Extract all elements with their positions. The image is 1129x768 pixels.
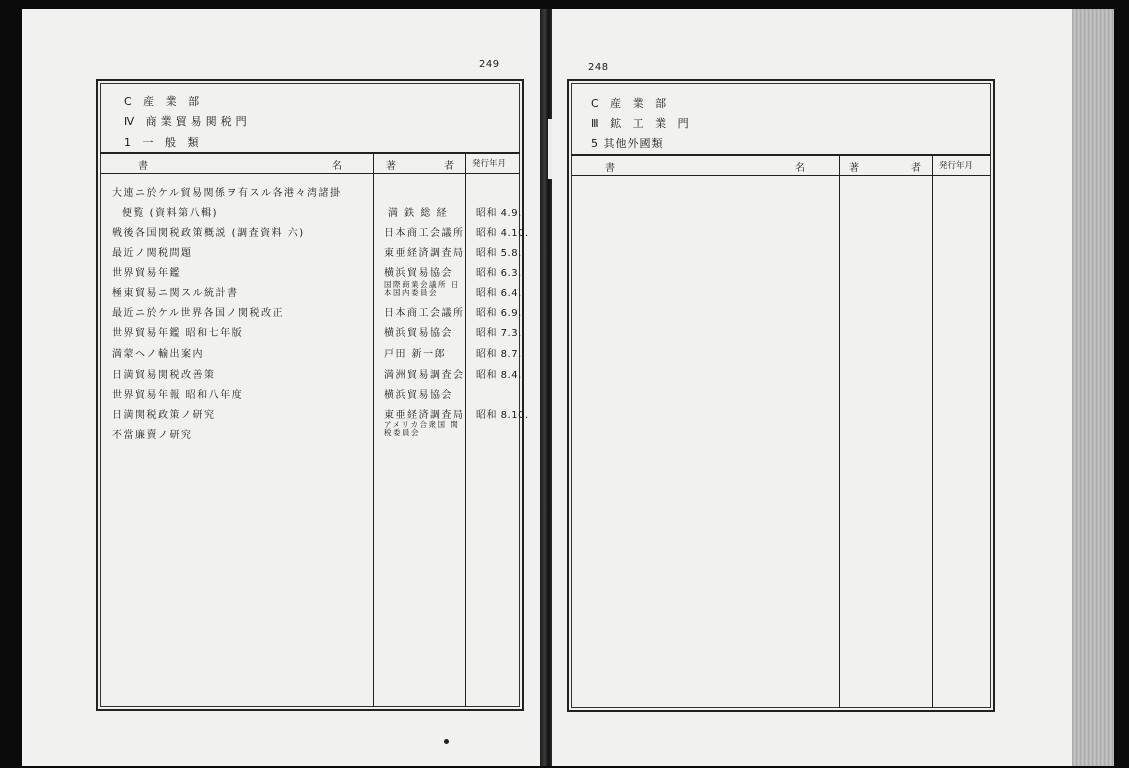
book-author: 日本商工会議所 [384, 308, 465, 319]
column-header-author: 著 [849, 163, 859, 174]
publication-date: 昭和 5.8. [476, 248, 522, 259]
book-title: 満蒙ヘノ輸出案内 [112, 349, 204, 360]
book-author: 戸田 新一郎 [384, 349, 447, 360]
column-header-title: 名 [332, 161, 342, 172]
book-author: 東亜経済調査局 [384, 248, 465, 259]
publication-date: 昭和 6.3. [476, 268, 522, 279]
publication-date: 昭和 8.4. [476, 370, 522, 381]
table-inner-border [571, 83, 991, 708]
column-divider [465, 152, 466, 707]
book-title: 大連ニ於ケル貿易関係ヲ有スル各港々湾諸掛 [112, 188, 342, 199]
column-header-rule [100, 173, 520, 174]
publication-date: 昭和 6.9. [476, 308, 522, 319]
column-header-title: 書 [138, 161, 148, 172]
publication-date: 昭和 4.9. [476, 208, 522, 219]
right-page [552, 9, 1072, 766]
book-author: 国際商業会議所 日本国内委員会 [384, 280, 460, 297]
book-title: 日満貿易関税改善策 [112, 370, 216, 381]
book-title: 極東貿易ニ関スル統計書 [112, 288, 239, 299]
subsection-heading: Ⅲ 鉱 工 業 門 [591, 117, 693, 130]
book-author: アメリカ合衆国 関税委員会 [384, 420, 460, 437]
column-header-rule [571, 175, 991, 176]
category-heading: 1 一 般 類 [124, 136, 203, 149]
catalog-table [96, 79, 529, 711]
book-author: 東亜経済調査局 [384, 410, 465, 421]
section-heading: C 産 業 部 [591, 97, 671, 110]
publication-date: 昭和 8.7. [476, 349, 522, 360]
header-rule [100, 152, 520, 154]
category-heading: 5 其他外國類 [591, 137, 664, 150]
subsection-heading: Ⅳ 商業貿易関税門 [124, 115, 251, 128]
book-author: 横浜貿易協会 [384, 328, 453, 339]
book-title: 戦後各国関税政策概説 (調査資料 六) [112, 228, 305, 239]
left-page [22, 9, 540, 766]
book-title: 世界貿易年鑑 [112, 268, 181, 279]
ink-mark [444, 739, 449, 744]
book-title: 世界貿易年鑑 昭和七年版 [112, 328, 244, 339]
book-author: 日本商工会議所 [384, 228, 465, 239]
publication-date: 昭和 7.3. [476, 328, 522, 339]
book-author: 満洲貿易調査会 [384, 370, 465, 381]
publication-date: 昭和 4.10. [476, 228, 529, 239]
page-edges [1072, 9, 1114, 766]
page-number: 248 [588, 62, 609, 73]
catalog-table [567, 79, 995, 712]
page-number: 249 [479, 59, 500, 70]
column-header-date: 発行年月 [939, 161, 974, 171]
column-divider [932, 154, 933, 708]
section-heading: C 産 業 部 [124, 95, 204, 108]
book-title: 便覧 (資料第八輯) [122, 208, 218, 219]
book-title: 最近ノ関税問題 [112, 248, 193, 259]
book-author: 満 鉄 総 経 [388, 208, 449, 219]
column-header-date: 発行年月 [472, 159, 507, 169]
column-header-author: 著 [386, 161, 396, 172]
book-title: 世界貿易年報 昭和八年度 [112, 390, 244, 401]
publication-date: 昭和 8.10. [476, 410, 529, 421]
book-author: 横浜貿易協会 [384, 268, 453, 279]
publication-date: 昭和 6.4. [476, 288, 522, 299]
column-divider [839, 154, 840, 708]
column-header-author: 者 [911, 163, 921, 174]
book-title: 不當廉賣ノ研究 [112, 430, 193, 441]
book-spread [22, 9, 1114, 766]
book-title: 日満関税政策ノ研究 [112, 410, 216, 421]
column-divider [373, 152, 374, 707]
column-header-title: 書 [605, 163, 615, 174]
column-header-title: 名 [795, 163, 805, 174]
header-rule [571, 154, 991, 156]
book-author: 横浜貿易協会 [384, 390, 453, 401]
book-title: 最近ニ於ケル世界各国ノ関税改正 [112, 308, 284, 319]
column-header-author: 者 [444, 161, 454, 172]
